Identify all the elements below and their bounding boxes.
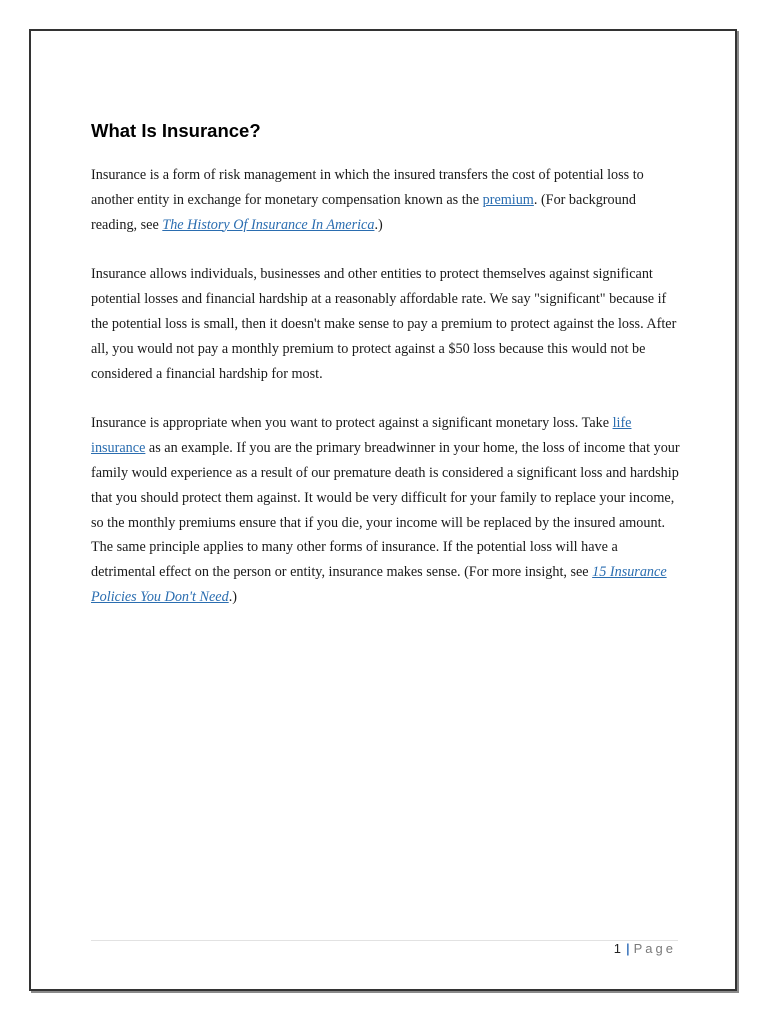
paragraph-1-text-c: .)	[374, 216, 383, 233]
document-body	[91, 119, 681, 635]
paragraph-1	[91, 163, 681, 237]
document-page	[29, 29, 737, 991]
document-title: What Is Insurance?	[91, 120, 261, 141]
paragraph-3-text-a: Insurance is appropriate when you want to protect against a significant monetary loss. Take	[91, 415, 613, 432]
page-label: Page	[633, 941, 676, 956]
paragraph-3	[91, 411, 681, 609]
page-number: 1	[613, 941, 621, 956]
paragraph-2: Insurance allows individuals, businesses and other entities to protect themselves against significant potential losses and financial hardship at a reasonably affordable rate. We say "significant" because if the potential loss is small, then it doesn't make sense to pay a premium to protect against the loss. After all, you would not pay a monthly premium to protect against a $50 loss because this would not be considered a financial hardship for most.	[91, 266, 677, 382]
page-footer	[614, 941, 676, 956]
paragraph-1-text-b: . (For background reading, see	[91, 191, 636, 233]
paragraph-1-text-a: Insurance is a form of risk management in which the insured transfers the cost of potential loss to another entity in exchange for monetary compensation known as the	[91, 167, 644, 208]
paragraph-3-text-c: .)	[228, 588, 237, 605]
paragraph-3-text-b: as an example. If you are the primary breadwinner in your home, the loss of income that your family would experience as a result of our premature death is considered a significant loss and hardship that you should protect them against. It would be very difficult for your family to replace your income, so the monthly premiums ensure that if you die, your income will be replaced by the insured amount. The same principle applies to many other forms of insurance. If the potential loss will have a detrimental effect on the person or entity, insurance makes sense. (For more insight, see	[91, 440, 680, 581]
insurance-policies-link[interactable]: 15 Insurance Policies You Don't Need	[91, 564, 667, 605]
footer-separator: |	[625, 941, 630, 956]
footer-divider	[91, 940, 678, 941]
life-insurance-link[interactable]: life insurance	[91, 415, 632, 457]
history-of-insurance-link[interactable]: The History Of Insurance In America	[162, 216, 375, 233]
premium-link[interactable]: premium	[482, 191, 534, 208]
